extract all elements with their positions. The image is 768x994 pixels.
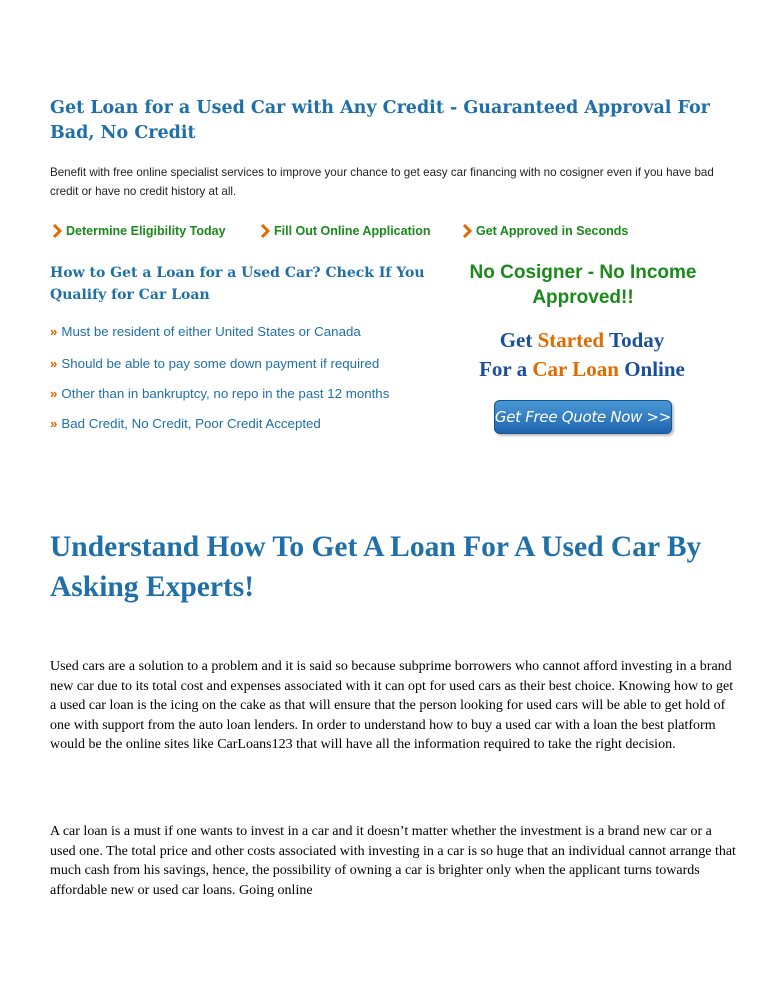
step-label: Fill Out Online Application — [274, 224, 431, 238]
steps-bar — [52, 224, 752, 242]
bullet-icon: » — [50, 416, 58, 431]
requirement-item — [50, 324, 361, 339]
requirement-text: Bad Credit, No Credit, Poor Credit Accepted — [61, 416, 321, 431]
requirement-text: Must be resident of either United States or Canada — [61, 324, 361, 339]
chevron-right-icon — [52, 224, 62, 238]
step-item[interactable] — [260, 224, 430, 238]
step-label: Get Approved in Seconds — [476, 224, 629, 238]
qualify-heading: How to Get a Loan for a Used Car? Check If You Qualify for Car Loan — [50, 265, 425, 303]
page-title: Get Loan for a Used Car with Any Credit - Guaranteed Approval For Bad, No Credit — [50, 98, 710, 143]
requirement-item — [50, 416, 321, 431]
chevron-right-icon — [260, 224, 270, 238]
body-paragraph: Used cars are a solution to a problem and it is said so because subprime borrowers who cannot afford investing in a brand new car due to its total cost and expenses associated with it can opt for used cars as their best choice. Knowing how to get a used car loan is the icing on the cake as that will ensure that the person looking for used cars will be able to get hold of one with support from the auto loan lenders. In order to understand how to buy a used car with a loan the best platform would be the online sites like CarLoans123 that will have all the information required to take the right decision. — [50, 659, 734, 752]
chevron-right-icon — [462, 224, 472, 238]
requirement-item — [50, 386, 389, 401]
section-heading: Understand How To Get A Loan For A Used Car By Asking Experts! — [50, 531, 702, 603]
body-paragraph: A car loan is a must if one wants to invest in a car and it doesn’t matter whether the investment is a brand new car or a used one. The total price and other costs associated with investing in a car is so huge that an individual cannot arrange that much cash from his savings, hence, the possibility of owning a car is brighter only when the applicant turns towards affordable new or used car loans. Going online — [50, 824, 736, 898]
promo-headline: No Cosigner - No Income Approved!! — [469, 262, 697, 308]
requirement-text: Other than in bankruptcy, no repo in the past 12 months — [61, 386, 390, 401]
step-item[interactable] — [52, 224, 226, 238]
step-item[interactable] — [462, 224, 628, 238]
requirement-item — [50, 356, 379, 371]
bullet-icon: » — [50, 386, 58, 401]
get-free-quote-button[interactable]: Get Free Quote Now >> — [494, 400, 672, 434]
promo-line-1: Get Started Today — [499, 328, 665, 352]
bullet-icon: » — [50, 324, 58, 339]
step-label: Determine Eligibility Today — [66, 224, 226, 238]
intro-text: Benefit with free online specialist services to improve your chance to get easy car financing with no cosigner even if you have bad credit or have no credit history at all. — [50, 166, 714, 198]
requirement-text: Should be able to pay some down payment if required — [61, 356, 380, 371]
promo-line-2: For a Car Loan Online — [479, 357, 685, 381]
promo-tagline — [452, 326, 712, 384]
bullet-icon: » — [50, 356, 58, 371]
